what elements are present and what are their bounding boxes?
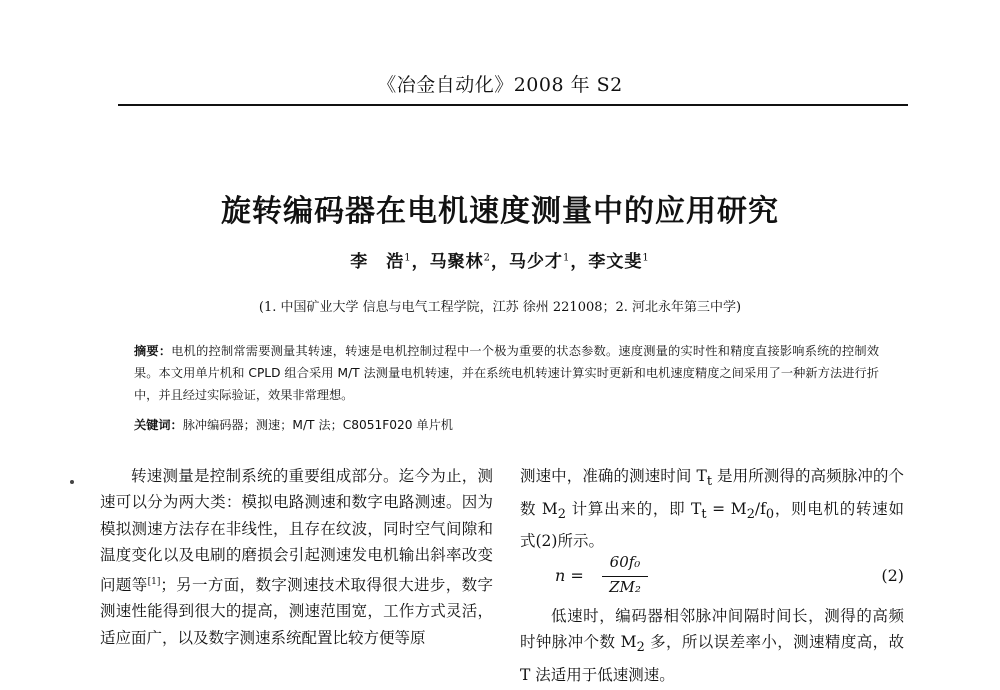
keywords	[134, 414, 879, 436]
body-text: = M	[706, 499, 747, 518]
abstract-label: 摘要：	[134, 344, 172, 358]
keywords-text: 脉冲编码器；测速；M/T 法；C8051F020 单片机	[182, 418, 453, 432]
body-right-paragraph-2	[520, 603, 904, 688]
citation-ref: [1]	[147, 576, 161, 587]
author-affil-mark: 2	[483, 252, 491, 264]
body-text: 是用所测得的高频脉冲的个数 M	[520, 467, 904, 518]
abstract-text: 电机的控制常需要测量其转速，转速是电机控制过程中一个极为重要的状态参数。速度测量的实时性和精度直接影响系统的控制效果。本文用单片机和 CPLD 组合采用 M/T 法测量电机转速，并在系统电机转速计算实时更新和电机速度精度之间采用了一种新方法进行折中，并且经过实际验证，效果非常理想。	[134, 344, 880, 402]
author-separator: ，	[411, 252, 430, 272]
equation-2	[520, 550, 904, 600]
author-name: 马少才	[509, 252, 563, 272]
author-affil-mark: 1	[404, 252, 412, 264]
author-separator: ，	[491, 252, 509, 272]
body-text: 多，所以误差率小，测速精度高，故 T 法适用于低速测速。	[520, 633, 904, 684]
paper-title: 旋转编码器在电机速度测量中的应用研究	[221, 194, 779, 229]
body-text: 测速中，准确的测速时间 T	[520, 467, 707, 485]
author-list	[0, 247, 1000, 272]
author-separator: ，	[570, 252, 589, 272]
body-text: ；另一方面，数字测速技术取得很大进步，数字测速性能得到很大的提高，测速范围宽，工作方式灵活，适应面广，以及数字测速系统配置比较方便等原	[100, 575, 493, 647]
body-left-paragraph	[100, 463, 493, 651]
subscript: 2	[746, 506, 755, 522]
journal-header: 《冶金自动化》2008 年 S2	[377, 74, 623, 96]
header-rule	[118, 104, 908, 106]
formula-lhs: n =	[555, 566, 584, 585]
affiliation: (1. 中国矿业大学 信息与电气工程学院，江苏 徐州 221008；2. 河北永年第三中学)	[258, 300, 742, 315]
body-text: 低速时，编码器相邻脉冲间隔时间长，测得的高频时钟脉冲个数 M	[520, 607, 904, 652]
author-affil-mark: 1	[642, 252, 650, 264]
body-text: ，则电机的转速如式(2)所示。	[520, 499, 904, 550]
body-text: 转速测量是控制系统的重要组成部分。迄今为止，测速可以分为两大类：模拟电路测速和数字电路测速。因为模拟测速方法存在非线性，且存在纹波，同时空气间隙和温度变化以及电刷的磨损会引起测速发电机输出斜率改变问题等	[100, 467, 493, 594]
body-text: /f	[754, 499, 766, 518]
subscript: 2	[636, 640, 645, 656]
body-text: 计算出来的，即 T	[566, 499, 702, 518]
author-name: 李文斐	[588, 252, 643, 272]
formula-denominator: ZM₂	[609, 578, 641, 596]
subscript: t	[701, 506, 707, 522]
subscript: 0	[765, 506, 775, 522]
author-name: 李 浩	[350, 252, 405, 272]
fraction-bar	[602, 576, 648, 577]
scan-speck	[70, 480, 74, 484]
formula-numerator: 60f₀	[609, 553, 641, 571]
abstract	[134, 340, 879, 406]
subscript: t	[706, 474, 713, 490]
keywords-label: 关键词：	[134, 418, 183, 432]
author-name: 马聚林	[429, 252, 484, 272]
body-right-paragraph-1	[520, 463, 904, 554]
subscript: 2	[557, 506, 566, 522]
author-affil-mark: 1	[563, 252, 571, 264]
equation-number: (2)	[881, 566, 904, 585]
